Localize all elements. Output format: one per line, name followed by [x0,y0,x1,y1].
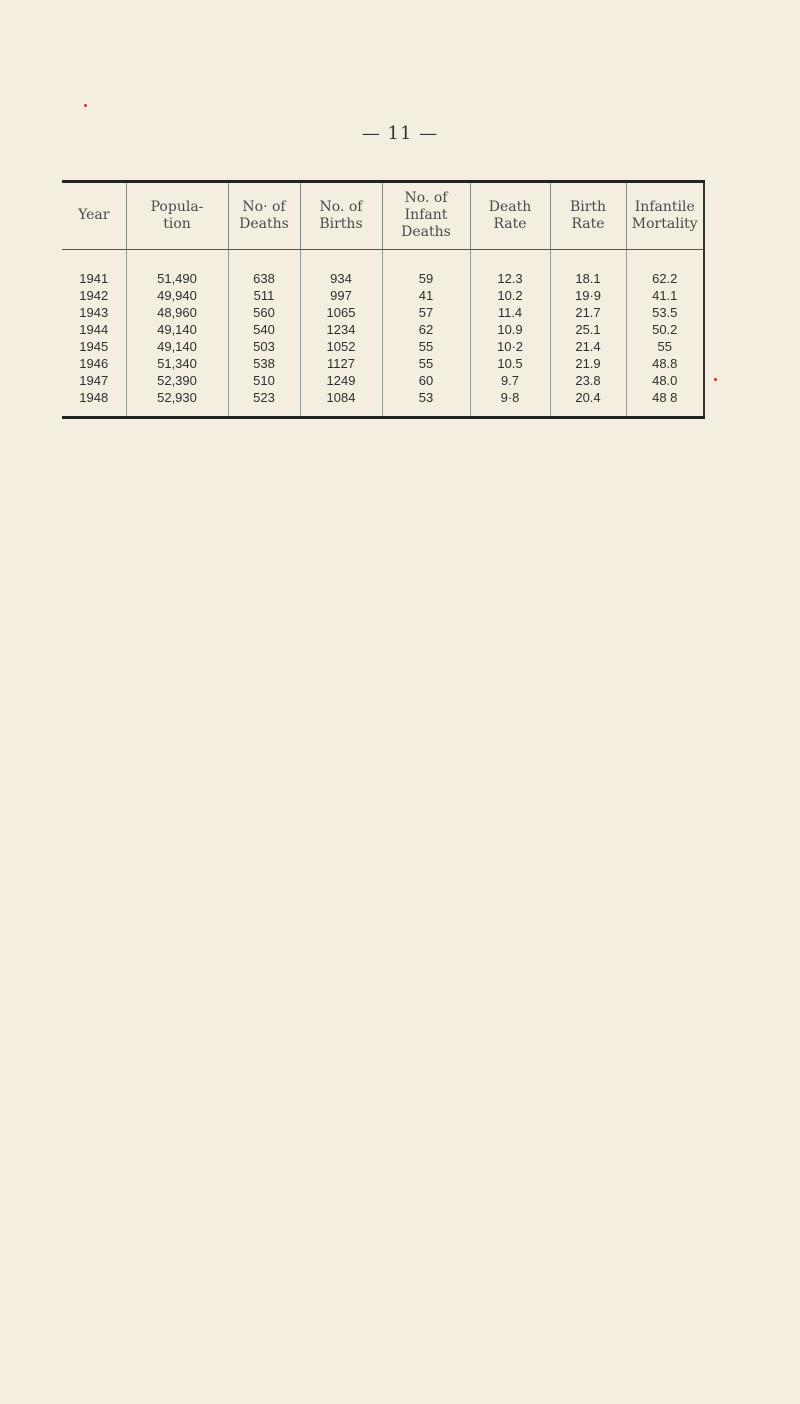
cell-death-rate: 12.3 [470,270,550,287]
header-year-label: Year [78,207,110,223]
cell-population: 52,930 [126,389,228,418]
cell-birth-rate: 20.4 [550,389,626,418]
cell-population: 51,340 [126,355,228,372]
page-number: — 11 — [361,123,439,144]
cell-year: 1941 [79,271,109,286]
header-population-label: Popula- tion [150,198,204,232]
header-deaths [228,182,300,250]
cell-births: 1052 [300,338,382,355]
cell-deaths: 510 [228,372,300,389]
table-row [62,338,704,355]
cell-death-rate: 10.5 [470,355,550,372]
cell-year: 1944 [79,322,109,337]
cell-births: 1127 [300,355,382,372]
cell-population: 49,940 [126,287,228,304]
header-infantile-mortality-label: Infantile Mortality [631,198,698,232]
cell-deaths: 638 [228,270,300,287]
cell-infantile-mortality: 48.0 [626,372,704,389]
cell-births: 1234 [300,321,382,338]
cell-deaths: 523 [228,389,300,418]
red-speck-mark [84,104,87,107]
cell-population: 49,140 [126,338,228,355]
cell-death-rate: 11.4 [470,304,550,321]
header-infant-deaths [382,182,470,250]
header-births [300,182,382,250]
cell-population: 48,960 [126,304,228,321]
vital-statistics-table-container [62,180,704,419]
table-row [62,304,704,321]
cell-population: 52,390 [126,372,228,389]
cell-infant-deaths: 60 [382,372,470,389]
cell-infantile-mortality: 48.8 [626,355,704,372]
table-row [62,372,704,389]
cell-infant-deaths: 57 [382,304,470,321]
cell-death-rate: 9.7 [470,372,550,389]
table-row [62,321,704,338]
table-row [62,389,704,418]
header-death-rate [470,182,550,250]
cell-birth-rate: 25.1 [550,321,626,338]
cell-infant-deaths: 55 [382,338,470,355]
spacer-row [62,250,704,271]
cell-year: 1942 [79,288,109,303]
cell-year: 1947 [79,373,109,388]
cell-birth-rate: 21.4 [550,338,626,355]
cell-deaths: 540 [228,321,300,338]
header-infantile-mortality [626,182,704,250]
cell-infantile-mortality: 41.1 [626,287,704,304]
cell-deaths: 538 [228,355,300,372]
red-speck-mark [714,378,717,381]
cell-infant-deaths: 55 [382,355,470,372]
cell-population: 49,140 [126,321,228,338]
header-birth-rate-label: Birth Rate [569,198,607,232]
cell-birth-rate: 18.1 [550,270,626,287]
cell-infant-deaths: 59 [382,270,470,287]
table-row [62,355,704,372]
header-deaths-label: No· of Deaths [239,198,289,232]
header-infant-deaths-label: No. of Infant Deaths [401,190,451,240]
cell-infantile-mortality: 50.2 [626,321,704,338]
cell-death-rate: 10·2 [470,338,550,355]
cell-infantile-mortality: 62.2 [626,270,704,287]
cell-year: 1946 [79,356,109,371]
vital-statistics-table [62,180,705,419]
cell-deaths: 503 [228,338,300,355]
cell-death-rate: 10.2 [470,287,550,304]
table-row [62,287,704,304]
header-row [62,182,704,250]
header-death-rate-label: Death Rate [488,198,532,232]
cell-deaths: 511 [228,287,300,304]
header-birth-rate [550,182,626,250]
header-year [62,182,126,250]
cell-births: 997 [300,287,382,304]
cell-infantile-mortality: 48 8 [626,389,704,418]
cell-birth-rate: 21.9 [550,355,626,372]
cell-infant-deaths: 41 [382,287,470,304]
cell-infant-deaths: 62 [382,321,470,338]
cell-births: 1084 [300,389,382,418]
cell-births: 1065 [300,304,382,321]
cell-year: 1948 [79,390,109,405]
table-row [62,270,704,287]
cell-infantile-mortality: 55 [626,338,704,355]
cell-births: 1249 [300,372,382,389]
cell-death-rate: 9·8 [470,389,550,418]
cell-birth-rate: 23.8 [550,372,626,389]
cell-births: 934 [300,270,382,287]
cell-birth-rate: 19·9 [550,287,626,304]
cell-birth-rate: 21.7 [550,304,626,321]
cell-infant-deaths: 53 [382,389,470,418]
cell-infantile-mortality: 53.5 [626,304,704,321]
header-births-label: No. of Births [319,198,363,232]
cell-year: 1945 [79,339,109,354]
cell-year: 1943 [79,305,109,320]
cell-deaths: 560 [228,304,300,321]
header-population [126,182,228,250]
cell-death-rate: 10.9 [470,321,550,338]
cell-population: 51,490 [126,270,228,287]
